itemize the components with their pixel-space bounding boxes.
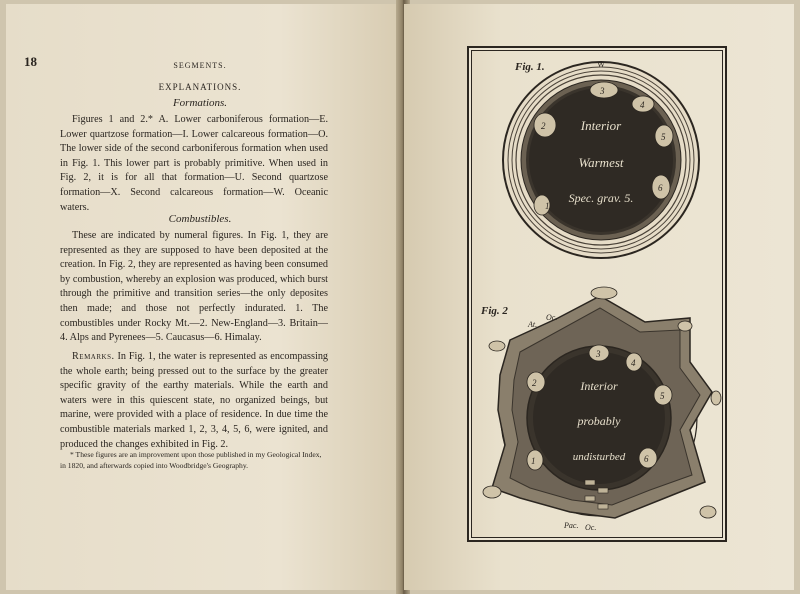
- fig1-number-4: 4: [640, 100, 645, 110]
- fig2-globe: [483, 287, 721, 518]
- fig1-number-5: 5: [661, 132, 666, 142]
- fig2-line-2: probably: [577, 414, 621, 428]
- fig2-bottom-label-2: Oc.: [585, 523, 597, 532]
- formations-paragraph: Figures 1 and 2.* A. Lower carboniferous formation—E. Lower quartzose formation—I. Lower calcareous formation—O. The lower side of the second carboniferous formation when used in Fig. 1. This lower part is probably primitive. When used in Fig. 2, it is for all that formation—U. Second quartzose formation—X. Second calcareous formation—W. Oceanic waters.: [60, 114, 328, 213]
- fig1-number-3: 3: [600, 86, 605, 96]
- fig1-number-6: 6: [658, 183, 663, 193]
- fig2-number-4: 4: [631, 358, 636, 368]
- remarks-text: In Fig. 1, the water is represented as encompassing the whole earth; being pressed out to the surface by the greater specific gravity of the earthy materials. While the earth and waters were in this quiescent state, no organized beings, but marine, were provided with a place of residence. In due time the combustible materials marked 1, 2, 3, 4, 5, 6, were ignited, and produced the changes exhibited in Fig. 2.: [60, 351, 329, 450]
- fig2-top-label-2: Oc.: [546, 313, 558, 322]
- fig2-label: Fig. 2: [481, 305, 508, 317]
- fig1-top-letter: W: [597, 60, 605, 69]
- fig2-number-1: 1: [531, 456, 536, 466]
- fig2-line-3: undisturbed: [572, 451, 626, 463]
- fig1-line-1: Interior: [580, 118, 622, 133]
- fig1-number-1: 1: [545, 201, 550, 211]
- page-number: 18: [24, 54, 37, 69]
- footnote: * These figures are an improvement upon those published in my Geological Index, in 1820, and afterwards copied into Woodbridge's Geography.: [60, 450, 322, 470]
- fig2-bottom-label-1: Pac.: [564, 521, 579, 530]
- fig1-label: Fig. 1.: [515, 61, 545, 73]
- formations-heading: Formations.: [172, 97, 228, 109]
- fig2-number-3: 3: [596, 349, 601, 359]
- fig1-line-2: Warmest: [578, 155, 624, 170]
- fig1-number-2: 2: [541, 121, 546, 131]
- running-head: SEGMENTS.: [173, 61, 227, 70]
- combustibles-paragraph: These are indicated by numeral figures. In Fig. 1, they are represented as they are supposed to have been deposited at the creation. In Fig. 2, they are represented as having been consumed by combustion, whereby an explosion was produced, which burst through the primitive and transition series—the only deposites then made; and those not perfectly indurated. 1. The combustibles under Rocky Mt.—2. New-England—3. Britain—4. Alps and Pyrenees—5. Caucasus—6. Himalay.: [60, 230, 328, 344]
- fig2-number-2: 2: [532, 378, 537, 388]
- fig2-top-label-1: At.: [528, 320, 538, 329]
- fig2-number-5: 5: [660, 391, 665, 401]
- combustibles-heading: Combustibles.: [168, 213, 232, 225]
- fig2-line-1: Interior: [580, 379, 618, 393]
- explanations-heading: EXPLANATIONS.: [158, 82, 242, 92]
- fig2-number-6: 6: [644, 454, 649, 464]
- remarks-label: Remarks.: [72, 351, 115, 362]
- fig1-line-3: Spec. grav. 5.: [568, 191, 634, 205]
